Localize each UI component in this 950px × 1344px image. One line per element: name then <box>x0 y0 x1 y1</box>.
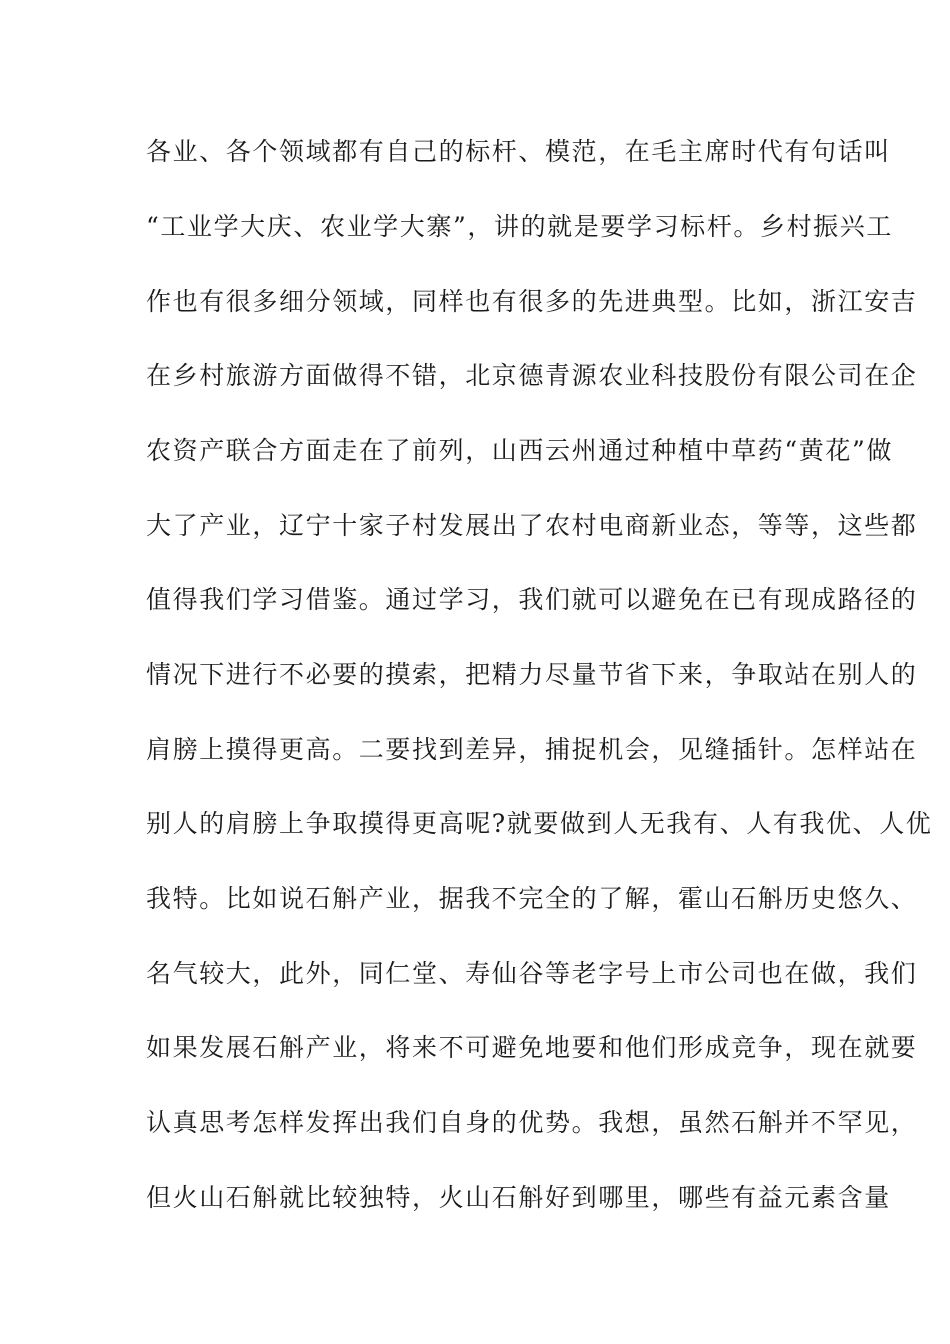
body-text-line: 各业、各个领域都有自己的标杆、模范，在毛主席时代有句话叫 <box>146 137 891 166</box>
body-text-line: 值得我们学习借鉴。通过学习，我们就可以避免在已有现成路径的 <box>146 585 918 614</box>
body-text-line: 但火山石斛就比较独特，火山石斛好到哪里，哪些有益元素含量 <box>146 1183 891 1212</box>
body-text-line: 作也有很多细分领域，同样也有很多的先进典型。比如，浙江安吉 <box>146 287 918 316</box>
body-text-line: 我特。比如说石斛产业，据我不完全的了解，霍山石斛历史悠久、 <box>146 884 918 913</box>
body-text-line: 情况下进行不必要的摸索，把精力尽量节省下来，争取站在别人的 <box>146 660 918 689</box>
body-text-line: 肩膀上摸得更高。二要找到差异，捕捉机会，见缝插针。怎样站在 <box>146 735 918 764</box>
body-text-line: “工业学大庆、农业学大寨”，讲的就是要学习标杆。乡村振兴工 <box>146 212 893 241</box>
body-text-line: 别人的肩膀上争取摸得更高呢?就要做到人无我有、人有我优、人优 <box>146 809 933 838</box>
body-text-line: 如果发展石斛产业，将来不可避免地要和他们形成竞争，现在就要 <box>146 1033 918 1062</box>
body-text-line: 在乡村旅游方面做得不错，北京德青源农业科技股份有限公司在企 <box>146 361 918 390</box>
body-text-line: 名气较大，此外，同仁堂、寿仙谷等老字号上市公司也在做，我们 <box>146 959 918 988</box>
body-text-line: 农资产联合方面走在了前列，山西云州通过种植中草药“黄花”做 <box>146 436 893 465</box>
body-text-line: 大了产业，辽宁十家子村发展出了农村电商新业态，等等，这些都 <box>146 511 918 540</box>
body-text-line: 认真思考怎样发挥出我们自身的优势。我想，虽然石斛并不罕见， <box>146 1108 918 1137</box>
